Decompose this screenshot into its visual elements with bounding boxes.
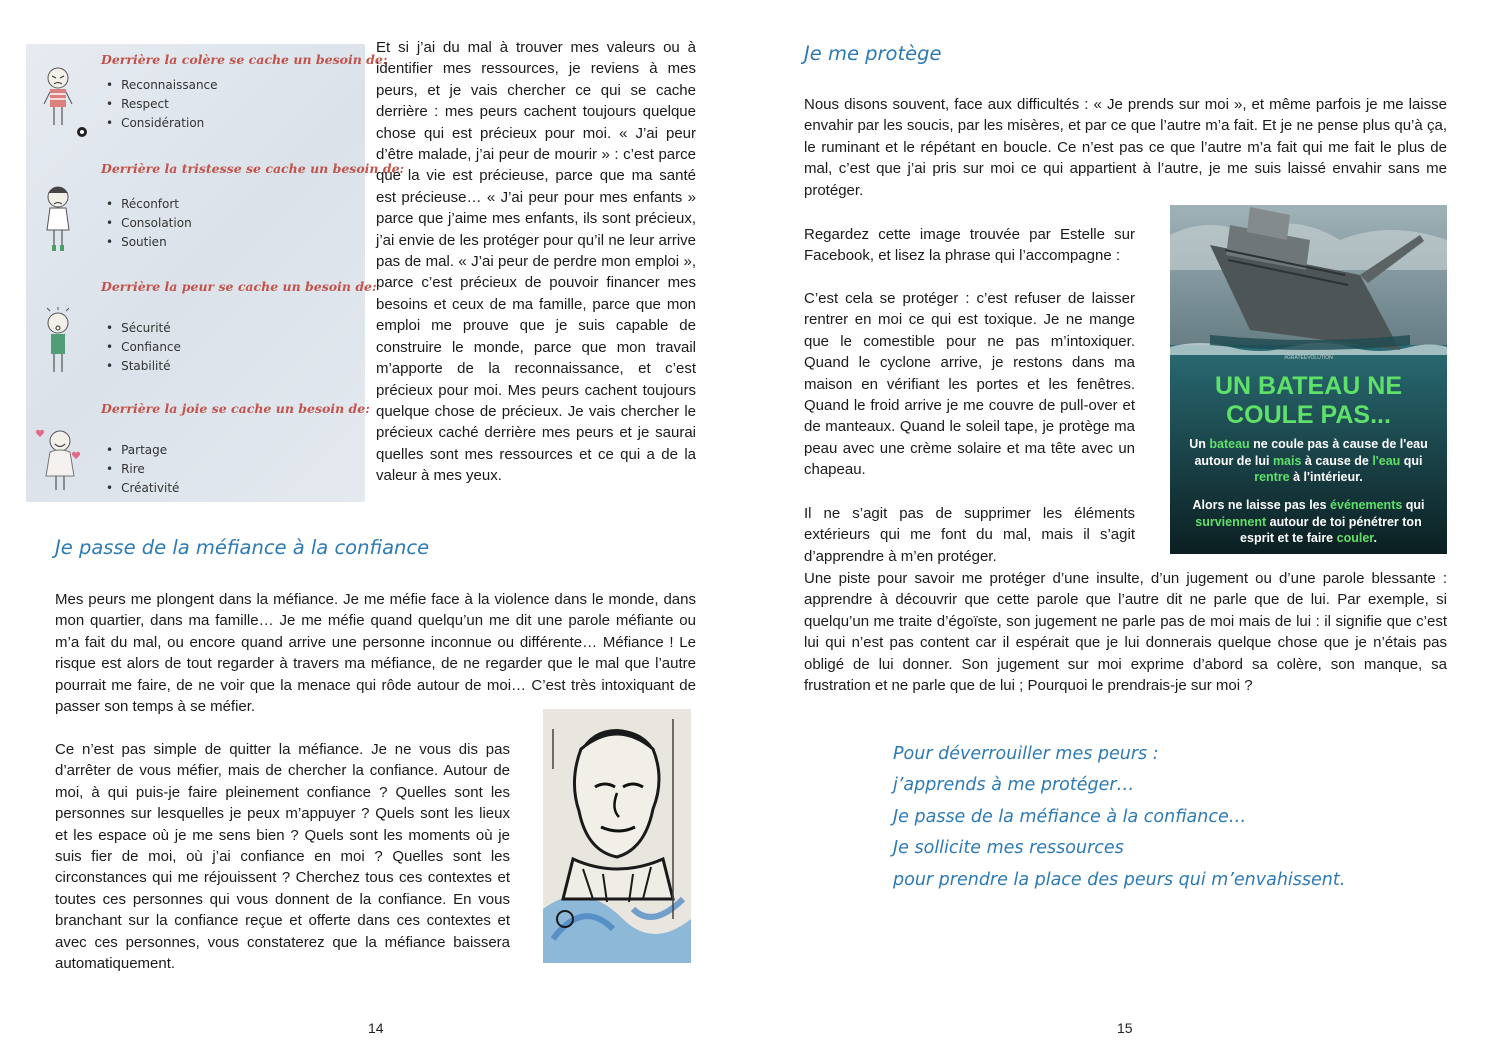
boat-title-line: COULE PAS... bbox=[1226, 401, 1391, 429]
needs-infographic bbox=[26, 44, 405, 502]
paragraph: Ce n’est pas simple de quitter la méfiance. Je ne vous dis pas d’arrêter de vous méfier, mais de chercher la confiance. Autour de moi, à qui puis-je faire pleinement confiance ? Quelles sont les personnes sur lesquelles je peux m’appuyer ? Quels sont les lieux et les espace où je me sens bien ? Quels sont les moments où je suis fier de moi, où j’ai confiance en moi ? Quelles sont les circonstances qui me réjouissent ? Cherchez tous ces contextes et toutes ces personnes qui vous donnent de la confiance. En vous branchant sur la confiance reçue et offerte dans ces contextes et avec ces personnes, vous constaterez que la méfiance baissera automatiquement. bbox=[55, 741, 510, 973]
right-page bbox=[750, 0, 1500, 1061]
sinking-boat-image bbox=[1170, 205, 1447, 554]
needs-item: • Confiance bbox=[106, 338, 181, 357]
paragraph: Une piste pour savoir me protéger d’une insulte, d’un jugement ou d’une parole blessante : apprendre à découvrir que cette parole que l’autre dit ne parle que de lui. Par exemple, si quelqu’un me traite d’égoïste, son jugement ne parle pas de moi mais de lui : il signifie que c’est lui qui n’est pas content car il espérait que je lui donnerais quelque chose que je n’étais pas obligé de lui donner. Son jugement sur moi exprime d’abord sa colère, son manque, sa frustration et ne parle que de lui ; Pourquoi le prendrais-je sur moi ? bbox=[804, 570, 1447, 695]
paragraph: Il ne s’agit pas de supprimer les éléments extérieurs qui me font du mal, mais il s’agit d’apprendre à m’en protéger. bbox=[804, 505, 1135, 565]
needs-item: • Soutien bbox=[106, 233, 192, 252]
needs-item: • Sécurité bbox=[106, 319, 181, 338]
quote-line: j’apprends à me protéger… bbox=[893, 775, 1135, 796]
street-art-portrait-image bbox=[543, 709, 691, 963]
quote-line: pour prendre la place des peurs qui m’envahissent. bbox=[893, 869, 1346, 890]
page-number: 15 bbox=[1117, 1020, 1133, 1036]
boat-tag: #GRATEEVOLUTION bbox=[1284, 355, 1333, 361]
section-heading: Je me protège bbox=[804, 42, 942, 65]
needs-item: • Rire bbox=[106, 460, 179, 479]
paragraph: Nous disons souvent, face aux difficultés : « Je prends sur moi », et même parfois je me laisse envahir par les soucis, par les misères, et par ce que l’autre m’a fait. Et je ne pense plus qu’à ça, le ruminant et le répétant en boucle. Ce n’est pas ce que l’autre m’a fait qui me fait le plus de mal, c’est que j’ai pris sur moi ce qui appartient à l’autre, je me suis laissé envahir sans me protéger. bbox=[804, 96, 1447, 199]
page-number: 14 bbox=[368, 1020, 384, 1036]
closing-quote bbox=[893, 739, 1345, 896]
boat-caption: Alors ne laisse pas les événements qui surviennent autour de toi pénétrer ton esprit et te faire couler. bbox=[1192, 498, 1425, 545]
boat-caption: Un bateau ne coule pas à cause de l'eau autour de lui mais à cause de l'eau qui rentre à l'intérieur. bbox=[1189, 437, 1428, 484]
paragraph: Regardez cette image trouvée par Estelle sur Facebook, et lisez la phrase qui l’accompagne : bbox=[804, 226, 1135, 265]
intro-paragraph: Et si j’ai du mal à trouver mes valeurs ou à identifier mes ressources, je reviens à mes peurs, et je vais chercher ce qui se cache derrière : mes peurs cachent toujours quelque chose qui est précieux pour moi. « J’ai peur d’être malade, j’ai peur de mourir » : c’est parce que la vie est précieuse, parce que ma santé est précieuse… « J’ai peur pour mes enfants » parce que j’aime mes enfants, ils sont précieux, j’ai envie de les protéger pour qu’il ne leur arrive pas de mal. « J’ai peur de perdre mon emploi », parce c’est précieux de pouvoir financer mes besoins et ceux de ma famille, parce que mon emploi me prouve que je suis capable de construire le monde, parce que mon travail m’apporte de la reconnaissance, et c’est précieux pour moi. Mes peurs cachent toujours quelque chose de précieux. Je vais chercher le précieux caché derrière mes peurs et je saurai quelles sont mes ressources et ce qui a de la valeur à mes yeux. bbox=[376, 39, 696, 485]
needs-item: • Consolation bbox=[106, 214, 192, 233]
quote-line: Je passe de la méfiance à la confiance… bbox=[893, 806, 1247, 827]
needs-list bbox=[106, 76, 218, 133]
paragraph: Mes peurs me plongent dans la méfiance. Je me méfie face à la violence dans le monde, dans mon quartier, dans ma famille… Je me méfie quand quelqu’un me dit une parole méfiante ou m’a fait du mal, ou encore quand arrive une personne inconnue ou différente… Méfiance ! Le risque est alors de tout regarder à travers ma méfiance, de ne regarder que le mal que l’autre pourrait me faire, de ne voir que la menace qui rôde autour de moi… C’est très intoxiquant de passer son temps à se méfier. bbox=[55, 591, 696, 716]
needs-title: Derrière la joie se cache un besoin de: bbox=[101, 401, 370, 416]
needs-list bbox=[106, 195, 192, 252]
needs-title: Derrière la colère se cache un besoin de: bbox=[101, 52, 388, 67]
needs-item: • Créativité bbox=[106, 479, 179, 498]
scared-child-icon bbox=[36, 307, 88, 387]
quote-line: Pour déverrouiller mes peurs : bbox=[893, 744, 1159, 764]
sad-child-icon bbox=[36, 181, 88, 261]
needs-item: • Respect bbox=[106, 95, 218, 114]
section-heading: Je passe de la méfiance à la confiance bbox=[55, 536, 430, 559]
happy-child-icon bbox=[36, 423, 88, 503]
needs-item: • Considération bbox=[106, 114, 218, 133]
boat-title-line: UN BATEAU NE bbox=[1214, 372, 1403, 400]
angry-child-icon bbox=[36, 62, 88, 142]
needs-list bbox=[106, 441, 179, 498]
needs-item: • Réconfort bbox=[106, 195, 192, 214]
needs-title: Derrière la tristesse se cache un besoin de: bbox=[101, 161, 405, 176]
paragraph: C’est cela se protéger : c’est refuser de laisser rentrer en moi ce qui est toxique. Je ne mange que le comestible pour ne pas m’intoxiquer. Quand le cyclone arrive, je restons dans ma maison en vérifiant les portes et les fenêtres. Quand le froid arrive je me couvre de pull-over et de manteaux. Quand le soleil tape, je protège ma peau avec une crème solaire et ma tête avec un chapeau. bbox=[804, 290, 1135, 479]
boat-title bbox=[1170, 372, 1447, 430]
needs-list bbox=[106, 319, 181, 376]
needs-title: Derrière la peur se cache un besoin de: bbox=[101, 279, 377, 294]
quote-line: Je sollicite mes ressources bbox=[893, 838, 1124, 859]
needs-item: • Partage bbox=[106, 441, 179, 460]
needs-item: • Stabilité bbox=[106, 357, 181, 376]
needs-item: • Reconnaissance bbox=[106, 76, 218, 95]
portrait-sketch-icon bbox=[543, 709, 691, 963]
